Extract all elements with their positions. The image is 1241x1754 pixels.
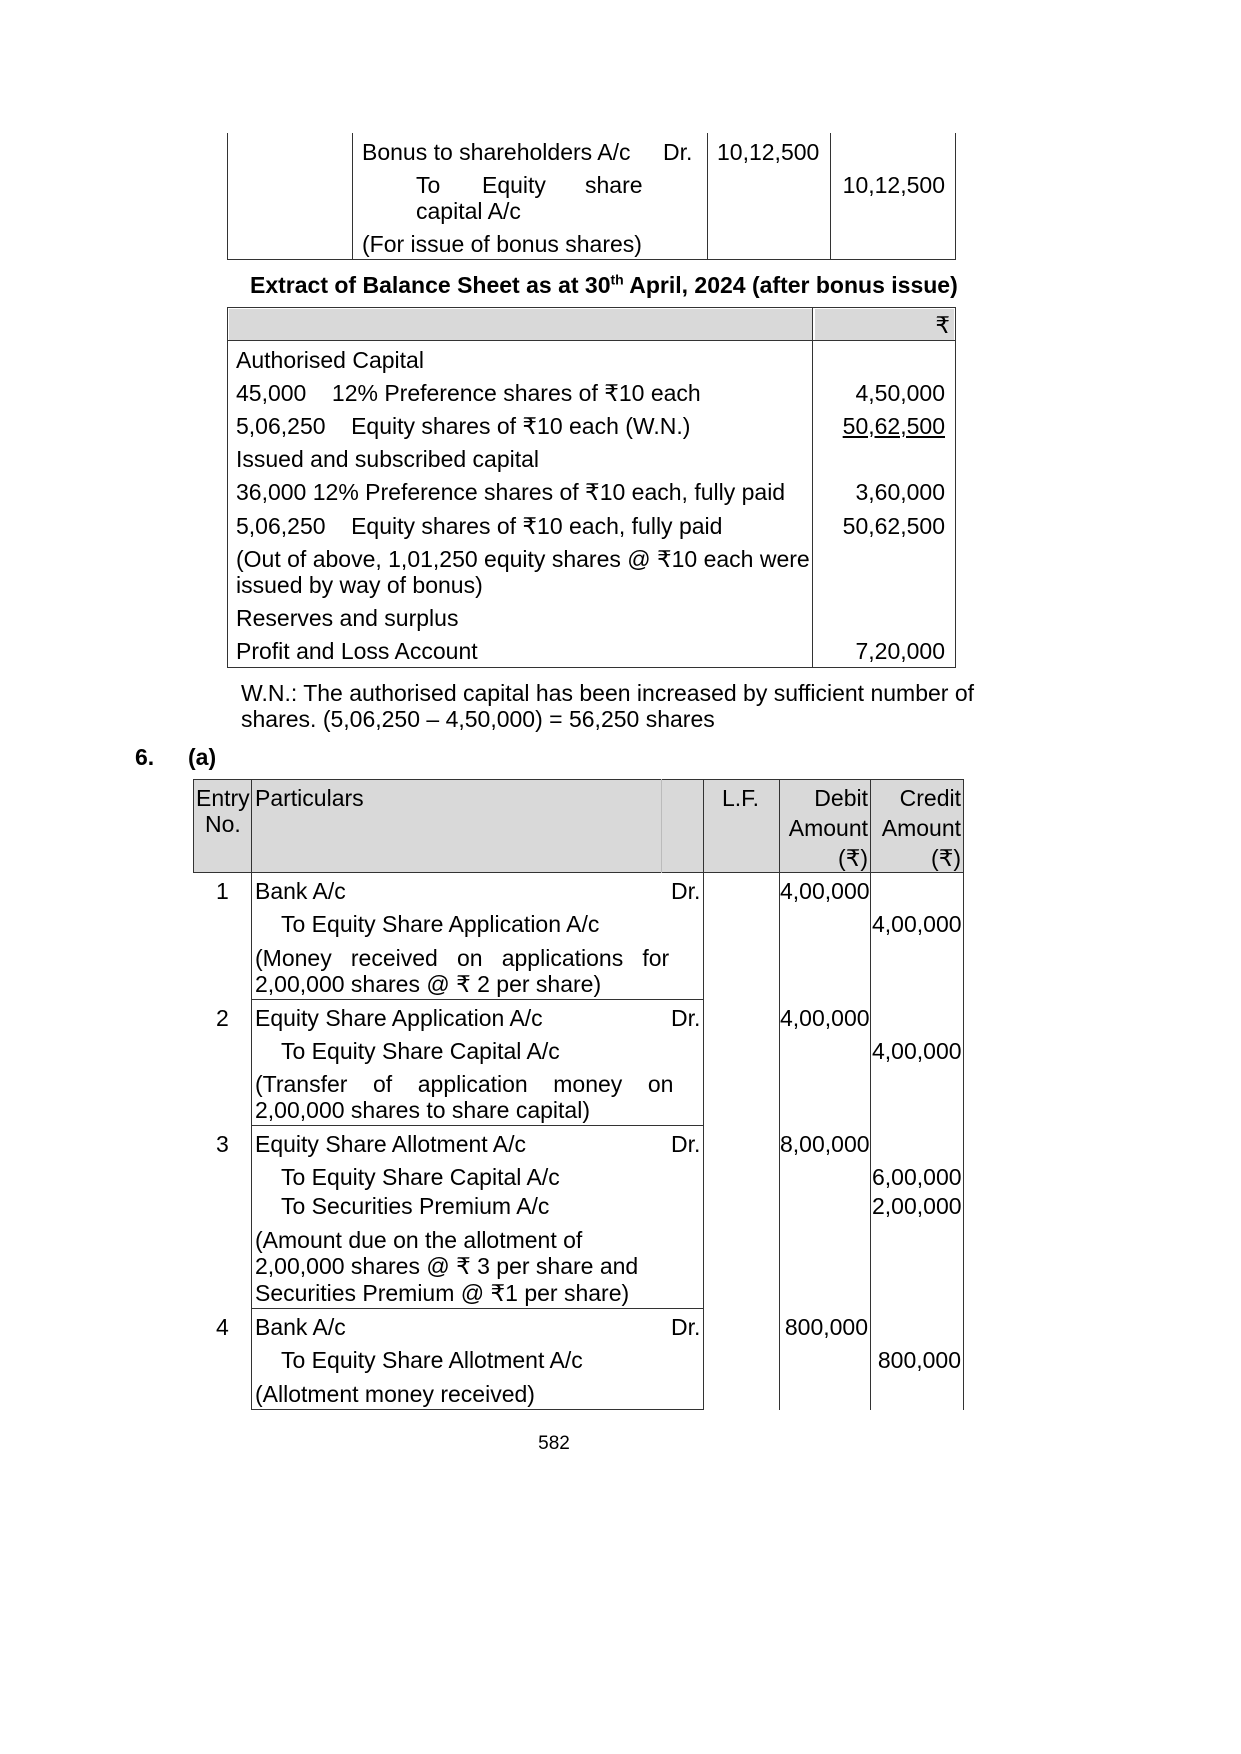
entry-narration: (Amount due on the allotment of	[255, 1227, 583, 1253]
entry-no: 4	[216, 1314, 229, 1340]
entry-dr: Dr.	[671, 1314, 701, 1340]
working-note-line2: shares. (5,06,250 – 4,50,000) = 56,250 shares	[241, 706, 715, 732]
header-lf: L.F.	[722, 785, 760, 811]
entry-credit-account: To Equity Share Capital A/c	[281, 1038, 560, 1064]
entry-no: 1	[216, 878, 229, 904]
entry-debit-amount: 4,00,000	[780, 878, 870, 904]
bs-row-text: Profit and Loss Account	[236, 638, 478, 664]
header-credit-currency: (₹)	[931, 845, 961, 871]
entry-credit-amount: 2,00,000	[872, 1193, 962, 1219]
bs-row-text: 5,06,250 Equity shares of ₹10 each (W.N.)	[236, 413, 691, 439]
entry-narration: 2,00,000 shares @ ₹ 3 per share and	[255, 1253, 639, 1279]
header-debit-currency: (₹)	[838, 845, 868, 871]
top-entry-narration: (For issue of bonus shares)	[362, 231, 642, 257]
header-debit: Debit	[814, 785, 868, 811]
bs-row-amount: 4,50,000	[855, 380, 945, 406]
question-part: (a)	[188, 744, 217, 770]
entry-credit-account: To Equity Share Application A/c	[281, 911, 600, 937]
entry-debit-account: Equity Share Allotment A/c	[255, 1131, 527, 1157]
entry-credit-amount: 4,00,000	[872, 911, 962, 937]
working-note-line1: W.N.: The authorised capital has been increased by sufficient number of	[241, 680, 975, 706]
entry-no: 2	[216, 1005, 229, 1031]
entry-credit-amount: 800,000	[877, 1347, 961, 1373]
bs-row-text: 5,06,250 Equity shares of ₹10 each, fully paid	[236, 513, 723, 539]
header-debit-amount: Amount	[788, 815, 868, 841]
entry-narration: 2,00,000 shares @ ₹ 2 per share)	[255, 971, 602, 997]
entry-dr: Dr.	[671, 878, 701, 904]
bs-row-text: issued by way of bonus)	[236, 572, 483, 598]
header-entry: Entry	[196, 785, 250, 811]
bs-row-text: Issued and subscribed capital	[236, 446, 540, 472]
top-entry-dr: Dr.	[663, 139, 693, 165]
question-number: 6.	[135, 744, 155, 770]
entry-narration: 2,00,000 shares to share capital)	[255, 1097, 590, 1123]
bs-row-text: (Out of above, 1,01,250 equity shares @ ₹10 each were	[236, 546, 810, 572]
entry-credit-account: To Securities Premium A/c	[281, 1193, 550, 1219]
top-entry-debit-amount: 10,12,500	[717, 139, 820, 165]
header-credit-amount: Amount	[881, 815, 961, 841]
header-credit: Credit	[899, 785, 961, 811]
top-entry-to-share: share	[585, 172, 643, 198]
entry-credit-account: To Equity Share Allotment A/c	[281, 1347, 583, 1373]
top-entry-to-word: To	[416, 172, 441, 198]
header-particulars: Particulars	[255, 785, 364, 811]
bs-row-text: Authorised Capital	[236, 347, 424, 373]
entry-credit-account: To Equity Share Capital A/c	[281, 1164, 560, 1190]
balance-sheet-title: Extract of Balance Sheet as at 30th April, 2024 (after bonus issue)	[250, 271, 958, 298]
bs-row-text: 45,000 12% Preference shares of ₹10 each	[236, 380, 701, 406]
entry-debit-amount: 800,000	[784, 1314, 868, 1340]
top-entry-debit-line: Bonus to shareholders A/c	[362, 139, 631, 165]
top-entry-credit-amount: 10,12,500	[842, 172, 945, 198]
entry-debit-account: Bank A/c	[255, 878, 346, 904]
entry-narration: (Money received on applications for	[255, 945, 670, 971]
entry-debit-account: Bank A/c	[255, 1314, 346, 1340]
bs-row-amount: 7,20,000	[855, 638, 945, 664]
entry-debit-amount: 4,00,000	[780, 1005, 870, 1031]
bs-row-amount: 3,60,000	[855, 479, 945, 505]
entry-narration: Securities Premium @ ₹1 per share)	[255, 1280, 630, 1306]
top-entry-to-equity: Equity	[482, 172, 546, 198]
bs-row-text: Reserves and surplus	[236, 605, 459, 631]
top-entry-to-line2: capital A/c	[416, 198, 521, 224]
bs-row-text: 36,000 12% Preference shares of ₹10 each, fully paid	[236, 479, 786, 505]
entry-credit-amount: 6,00,000	[872, 1164, 962, 1190]
entry-debit-amount: 8,00,000	[780, 1131, 870, 1157]
bs-row-amount: 50,62,500	[842, 413, 945, 439]
entry-dr: Dr.	[671, 1005, 701, 1031]
header-entry-no: No.	[205, 811, 241, 837]
entry-no: 3	[216, 1131, 229, 1157]
page-number: 582	[538, 1433, 570, 1454]
bs-row-amount: 50,62,500	[842, 513, 945, 539]
currency-header: ₹	[935, 312, 950, 338]
entry-credit-amount: 4,00,000	[872, 1038, 962, 1064]
entry-dr: Dr.	[671, 1131, 701, 1157]
entry-debit-account: Equity Share Application A/c	[255, 1005, 543, 1031]
entry-narration: (Transfer of application money on	[255, 1071, 674, 1097]
entry-narration: (Allotment money received)	[255, 1381, 535, 1407]
